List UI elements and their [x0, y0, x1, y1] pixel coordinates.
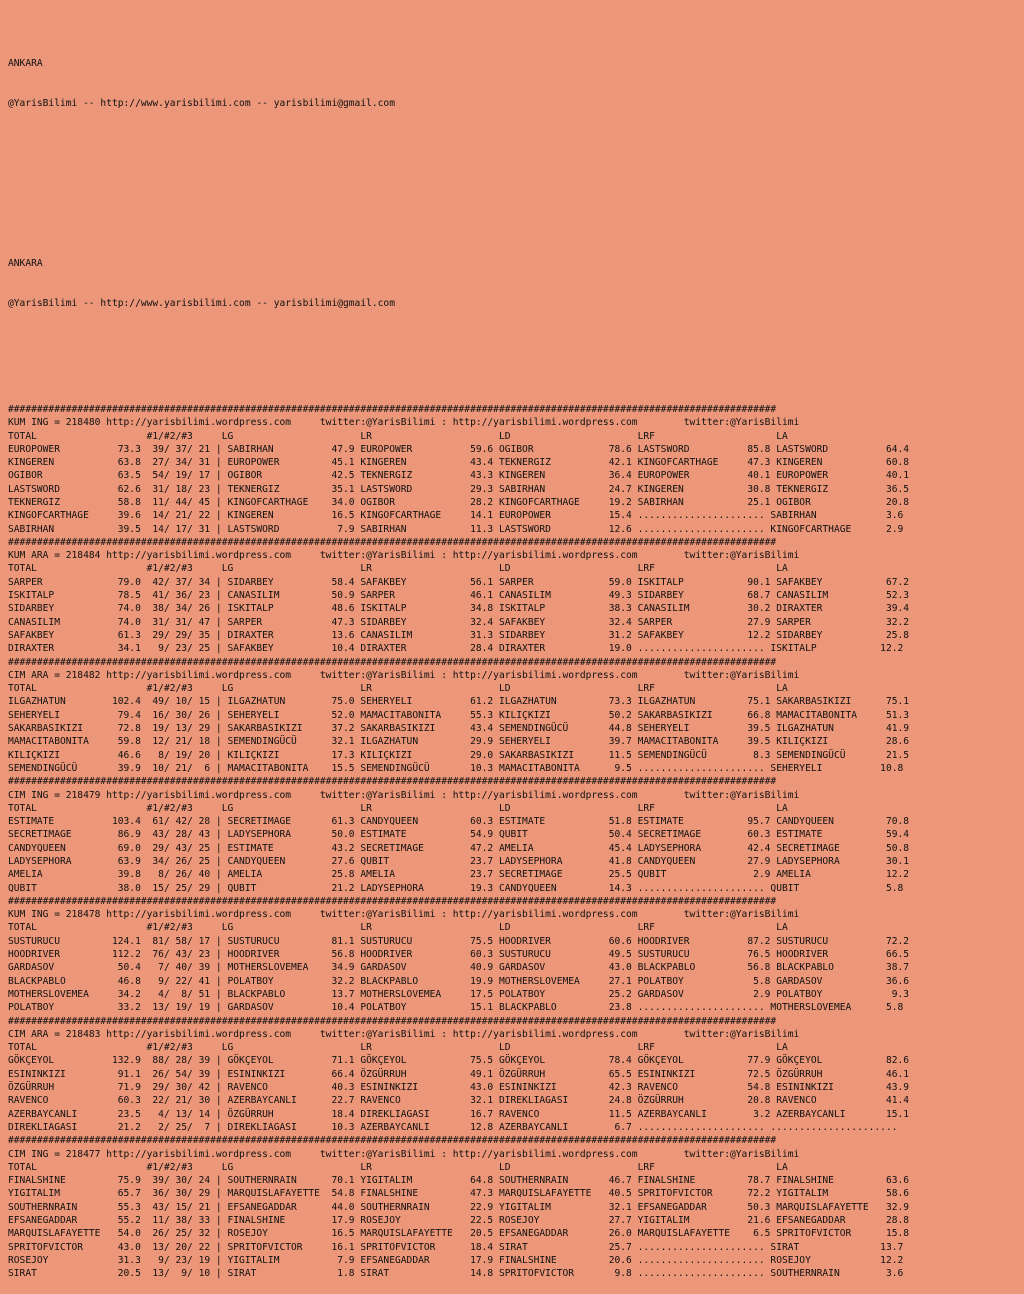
- table-row: AMELIA 39.8 8/ 26/ 40 | AMELIA 25.8 AMELIA 23.7 SECRETIMAGE 25.5 QUBIT 2.9 AMELIA 12.2: [8, 869, 910, 881]
- table-row: ÖZGÜRRUH 71.9 29/ 30/ 42 | RAVENCO 40.3 ESININKIZI 43.0 ESININKIZI 42.3 RAVENCO 54.8 ESININKIZI 43.9: [8, 1082, 910, 1094]
- table-row: ESTIMATE 103.4 61/ 42/ 28 | SECRETIMAGE 61.3 CANDYQUEEN 60.3 ESTIMATE 51.8 ESTIMATE 95.7 CANDYQUEEN 70.8: [8, 816, 910, 828]
- race-tables: [8, 403, 1024, 1281]
- race-block: [8, 403, 1024, 536]
- column-header: TOTAL #1/#2/#3 LG LR LD LRF LA: [8, 430, 788, 442]
- separator-line: #####################################################################################################################################: [8, 536, 777, 548]
- contact-line: @YarisBilimi -- http://www.yarisbilimi.com -- yarisbilimi@gmail.com: [8, 297, 395, 309]
- race-block: [8, 1015, 1024, 1135]
- table-row: TEKNERGIZ 58.8 11/ 44/ 45 | KINGOFCARTHAGE 34.0 OGIBOR 28.2 KINGOFCARTHAGE 19.2 SABIRHAN 25.1 OGIBOR 20.8: [8, 496, 910, 508]
- race-block: [8, 895, 1024, 1015]
- table-row: KILIÇKIZI 46.6 8/ 19/ 20 | KILIÇKIZI 17.3 KILIÇKIZI 29.0 SAKARBASIKIZI 11.5 SEMENDINGÜCÜ 8.3 SEMENDINGÜCÜ 21.5: [8, 749, 910, 761]
- race-block: [8, 1134, 1024, 1280]
- blank-line: [8, 177, 1024, 190]
- race-title: KUM ING = 218478 http://yarisbilimi.wordpress.com twitter:@YarisBilimi : http://yarisbilimi.wordpress.com twitter:@YarisBilimi: [8, 909, 800, 921]
- separator-line: #####################################################################################################################################: [8, 656, 777, 668]
- blank-line: [8, 336, 1024, 349]
- table-row: HOODRIVER 112.2 76/ 43/ 23 | HOODRIVER 56.8 HOODRIVER 60.3 SUSTURUCU 49.5 SUSTURUCU 76.5 HOODRIVER 66.5: [8, 949, 910, 961]
- table-row: SOUTHERNRAIN 55.3 43/ 15/ 21 | EFSANEGADDAR 44.0 SOUTHERNRAIN 22.9 YIGITALIM 32.1 EFSANEGADDAR 50.3 MARQUISLAFAYETTE 32.9: [8, 1201, 910, 1213]
- column-header: TOTAL #1/#2/#3 LG LR LD LRF LA: [8, 922, 788, 934]
- table-row: CANASILIM 74.0 31/ 31/ 47 | SARPER 47.3 SIDARBEY 32.4 SAFAKBEY 32.4 SARPER 27.9 SARPER 32.2: [8, 616, 910, 628]
- race-title: KUM ING = 218480 http://yarisbilimi.wordpress.com twitter:@YarisBilimi : http://yarisbilimi.wordpress.com twitter:@YarisBilimi: [8, 417, 800, 429]
- table-row: BLACKPABLO 46.8 9/ 22/ 41 | POLATBOY 32.2 BLACKPABLO 19.9 MOTHERSLOVEMEA 27.1 POLATBOY 5.8 GARDASOV 36.6: [8, 975, 910, 987]
- separator-line: #####################################################################################################################################: [8, 776, 777, 788]
- race-title: CIM ARA = 218483 http://yarisbilimi.wordpress.com twitter:@YarisBilimi : http://yarisbilimi.wordpress.com twitter:@YarisBilimi: [8, 1028, 800, 1040]
- separator-line: #####################################################################################################################################: [8, 895, 777, 907]
- race-title: CIM ING = 218477 http://yarisbilimi.wordpress.com twitter:@YarisBilimi : http://yarisbilimi.wordpress.com twitter:@YarisBilimi: [8, 1148, 800, 1160]
- table-row: LASTSWORD 62.6 31/ 18/ 23 | TEKNERGIZ 35.1 LASTSWORD 29.3 SABIRHAN 24.7 KINGEREN 30.8 TEKNERGIZ 36.5: [8, 483, 910, 495]
- table-row: SEHERYELI 79.4 16/ 30/ 26 | SEHERYELI 52.0 MAMACITABONITA 55.3 KILIÇKIZI 50.2 SAKARBASIKIZI 66.8 MAMACITABONITA 51.3: [8, 709, 910, 721]
- table-row: FINALSHINE 75.9 39/ 30/ 24 | SOUTHERNRAIN 70.1 YIGITALIM 64.8 SOUTHERNRAIN 46.7 FINALSHINE 78.7 FINALSHINE 63.6: [8, 1175, 910, 1187]
- table-row: SAFAKBEY 61.3 29/ 29/ 35 | DIRAXTER 13.6 CANASILIM 31.3 SIDARBEY 31.2 SAFAKBEY 12.2 SIDARBEY 25.8: [8, 629, 910, 641]
- table-row: CANDYQUEEN 69.0 29/ 43/ 25 | ESTIMATE 43.2 SECRETIMAGE 47.2 AMELIA 45.4 LADYSEPHORA 42.4 SECRETIMAGE 50.8: [8, 842, 910, 854]
- table-row: MARQUISLAFAYETTE 54.0 26/ 25/ 32 | ROSEJOY 16.5 MARQUISLAFAYETTE 20.5 EFSANEGADDAR 26.0 MARQUISLAFAYETTE 6.5 SPRITOFVICTOR 15.8: [8, 1228, 910, 1240]
- table-row: SAKARBASIKIZI 72.8 19/ 13/ 29 | SAKARBASIKIZI 37.2 SAKARBASIKIZI 43.4 SEMENDINGÜCÜ 44.8 SEHERYELI 39.5 ILGAZHATUN 41.9: [8, 723, 910, 735]
- column-header: TOTAL #1/#2/#3 LG LR LD LRF LA: [8, 683, 788, 695]
- table-row: SIRAT 20.5 13/ 9/ 10 | SIRAT 1.8 SIRAT 14.8 SPRITOFVICTOR 9.8 ...................... SOUTHERNRAIN 3.6: [8, 1268, 904, 1280]
- table-row: SIDARBEY 74.0 38/ 34/ 26 | ISKITALP 48.6 ISKITALP 34.8 ISKITALP 38.3 CANASILIM 30.2 DIRAXTER 39.4: [8, 603, 910, 615]
- race-title: KUM ARA = 218484 http://yarisbilimi.wordpress.com twitter:@YarisBilimi : http://yarisbilimi.wordpress.com twitter:@YarisBilimi: [8, 550, 800, 562]
- table-row: ISKITALP 78.5 41/ 36/ 23 | CANASILIM 50.9 SARPER 46.1 CANASILIM 49.3 SIDARBEY 68.7 CANASILIM 52.3: [8, 590, 910, 602]
- table-row: QUBIT 38.0 15/ 25/ 29 | QUBIT 21.2 LADYSEPHORA 19.3 CANDYQUEEN 14.3 ...................... QUBIT 5.8: [8, 882, 904, 894]
- table-row: GARDASOV 50.4 7/ 40/ 39 | MOTHERSLOVEMEA 34.9 GARDASOV 40.9 GARDASOV 43.0 BLACKPABLO 56.8 BLACKPABLO 38.7: [8, 962, 910, 974]
- table-row: GÖKÇEYOL 132.9 88/ 28/ 39 | GÖKÇEYOL 71.1 GÖKÇEYOL 75.5 GÖKÇEYOL 78.4 GÖKÇEYOL 77.9 GÖKÇEYOL 82.6: [8, 1055, 910, 1067]
- table-row: KINGEREN 63.8 27/ 34/ 31 | EUROPOWER 45.1 KINGEREN 43.4 TEKNERGIZ 42.1 KINGOFCARTHAGE 47.3 KINGEREN 60.8: [8, 457, 910, 469]
- table-row: EFSANEGADDAR 55.2 11/ 38/ 33 | FINALSHINE 17.9 ROSEJOY 22.5 ROSEJOY 27.7 YIGITALIM 21.6 EFSANEGADDAR 28.8: [8, 1215, 910, 1227]
- table-row: SECRETIMAGE 86.9 43/ 28/ 43 | LADYSEPHORA 50.0 ESTIMATE 54.9 QUBIT 50.4 SECRETIMAGE 60.3 ESTIMATE 59.4: [8, 829, 910, 841]
- city-title: ANKARA: [8, 58, 43, 70]
- blank-line: [8, 137, 1024, 150]
- table-row: YIGITALIM 65.7 36/ 30/ 29 | MARQUISLAFAYETTE 54.8 FINALSHINE 47.3 MARQUISLAFAYETTE 40.5 SPRITOFVICTOR 72.2 YIGITALIM 58.6: [8, 1188, 910, 1200]
- city-title: ANKARA: [8, 257, 43, 269]
- table-row: SUSTURUCU 124.1 81/ 58/ 17 | SUSTURUCU 81.1 SUSTURUCU 75.5 HOODRIVER 60.6 HOODRIVER 87.2 SUSTURUCU 72.2: [8, 935, 910, 947]
- table-row: LADYSEPHORA 63.9 34/ 26/ 25 | CANDYQUEEN 27.6 QUBIT 23.7 LADYSEPHORA 41.8 CANDYQUEEN 27.9 LADYSEPHORA 30.1: [8, 856, 910, 867]
- column-header: TOTAL #1/#2/#3 LG LR LD LRF LA: [8, 1161, 788, 1173]
- table-row: DIRAXTER 34.1 9/ 23/ 25 | SAFAKBEY 10.4 DIRAXTER 28.4 DIRAXTER 19.0 ...................... ISKITALP 12.2: [8, 643, 904, 655]
- column-header: TOTAL #1/#2/#3 LG LR LD LRF LA: [8, 563, 788, 575]
- table-row: POLATBOY 33.2 13/ 19/ 19 | GARDASOV 10.4 POLATBOY 15.1 BLACKPABLO 23.8 ...................... MOTHERSLOVEMEA 5.8: [8, 1002, 904, 1014]
- race-block: [8, 536, 1024, 656]
- column-header: TOTAL #1/#2/#3 LG LR LD LRF LA: [8, 802, 788, 814]
- separator-line: #####################################################################################################################################: [8, 1135, 777, 1147]
- table-row: ESININKIZI 91.1 26/ 54/ 39 | ESININKIZI 66.4 ÖZGÜRRUH 49.1 ÖZGÜRRUH 65.5 ESININKIZI 72.5 ÖZGÜRRUH 46.1: [8, 1068, 910, 1080]
- table-row: AZERBAYCANLI 23.5 4/ 13/ 14 | ÖZGÜRRUH 18.4 DIREKLIAGASI 16.7 RAVENCO 11.5 AZERBAYCANLI 3.2 AZERBAYCANLI 15.1: [8, 1108, 910, 1120]
- contact-line: @YarisBilimi -- http://www.yarisbilimi.com -- yarisbilimi@gmail.com: [8, 98, 395, 110]
- table-row: EUROPOWER 73.3 39/ 37/ 21 | SABIRHAN 47.9 EUROPOWER 59.6 OGIBOR 78.6 LASTSWORD 85.8 LASTSWORD 64.4: [8, 443, 910, 455]
- table-row: MOTHERSLOVEMEA 34.2 4/ 8/ 51 | BLACKPABLO 13.7 MOTHERSLOVEMEA 17.5 POLATBOY 25.2 GARDASOV 2.9 POLATBOY 9.3: [8, 988, 910, 1000]
- column-header: TOTAL #1/#2/#3 LG LR LD LRF LA: [8, 1042, 788, 1054]
- document-header: [8, 31, 1024, 377]
- table-row: ROSEJOY 31.3 9/ 23/ 19 | YIGITALIM 7.9 EFSANEGADDAR 17.9 FINALSHINE 20.6 ...................... ROSEJOY 12.2: [8, 1254, 904, 1266]
- table-row: MAMACITABONITA 59.8 12/ 21/ 18 | SEMENDINGÜCÜ 32.1 ILGAZHATUN 29.9 SEHERYELI 39.7 MAMACITABONITA 39.5 KILIÇKIZI 28.6: [8, 736, 910, 748]
- table-row: SABIRHAN 39.5 14/ 17/ 31 | LASTSWORD 7.9 SABIRHAN 11.3 LASTSWORD 12.6 ...................... KINGOFCARTHAGE 2.9: [8, 523, 904, 535]
- race-block: [8, 656, 1024, 776]
- table-row: OGIBOR 63.5 54/ 19/ 17 | OGIBOR 42.5 TEKNERGIZ 43.3 KINGEREN 36.4 EUROPOWER 40.1 EUROPOWER 40.1: [8, 470, 910, 482]
- table-row: SEMENDINGÜCÜ 39.9 10/ 21/ 6 | MAMACITABONITA 15.5 SEMENDINGÜCÜ 10.3 MAMACITABONITA 9.5 ...................... SEHERYELI 10.8: [8, 762, 904, 774]
- separator-line: #####################################################################################################################################: [8, 1015, 777, 1027]
- race-title: CIM ING = 218479 http://yarisbilimi.wordpress.com twitter:@YarisBilimi : http://yarisbilimi.wordpress.com twitter:@YarisBilimi: [8, 789, 800, 801]
- blank-line: [8, 217, 1024, 230]
- table-row: KINGOFCARTHAGE 39.6 14/ 21/ 22 | KINGEREN 16.5 KINGOFCARTHAGE 14.1 EUROPOWER 15.4 ...................... SABIRHAN 3.6: [8, 510, 904, 522]
- table-row: SARPER 79.0 42/ 37/ 34 | SIDARBEY 58.4 SAFAKBEY 56.1 SARPER 59.0 ISKITALP 90.1 SAFAKBEY 67.2: [8, 576, 910, 588]
- separator-line: #####################################################################################################################################: [8, 403, 777, 415]
- table-row: ILGAZHATUN 102.4 49/ 10/ 15 | ILGAZHATUN 75.0 SEHERYELI 61.2 ILGAZHATUN 73.3 ILGAZHATUN 75.1 SAKARBASIKIZI 75.1: [8, 696, 910, 708]
- table-row: SPRITOFVICTOR 43.0 13/ 20/ 22 | SPRITOFVICTOR 16.1 SPRITOFVICTOR 18.4 SIRAT 25.7 ...................... SIRAT 13.7: [8, 1241, 904, 1253]
- table-row: RAVENCO 60.3 22/ 21/ 30 | AZERBAYCANLI 22.7 RAVENCO 32.1 DIREKLIAGASI 24.8 ÖZGÜRRUH 20.8 RAVENCO 41.4: [8, 1095, 910, 1107]
- race-title: CIM ARA = 218482 http://yarisbilimi.wordpress.com twitter:@YarisBilimi : http://yarisbilimi.wordpress.com twitter:@YarisBilimi: [8, 669, 800, 681]
- table-row: DIREKLIAGASI 21.2 2/ 25/ 7 | DIREKLIAGASI 10.3 AZERBAYCANLI 12.8 AZERBAYCANLI 6.7 ...................... ......................: [8, 1121, 898, 1133]
- race-block: [8, 775, 1024, 895]
